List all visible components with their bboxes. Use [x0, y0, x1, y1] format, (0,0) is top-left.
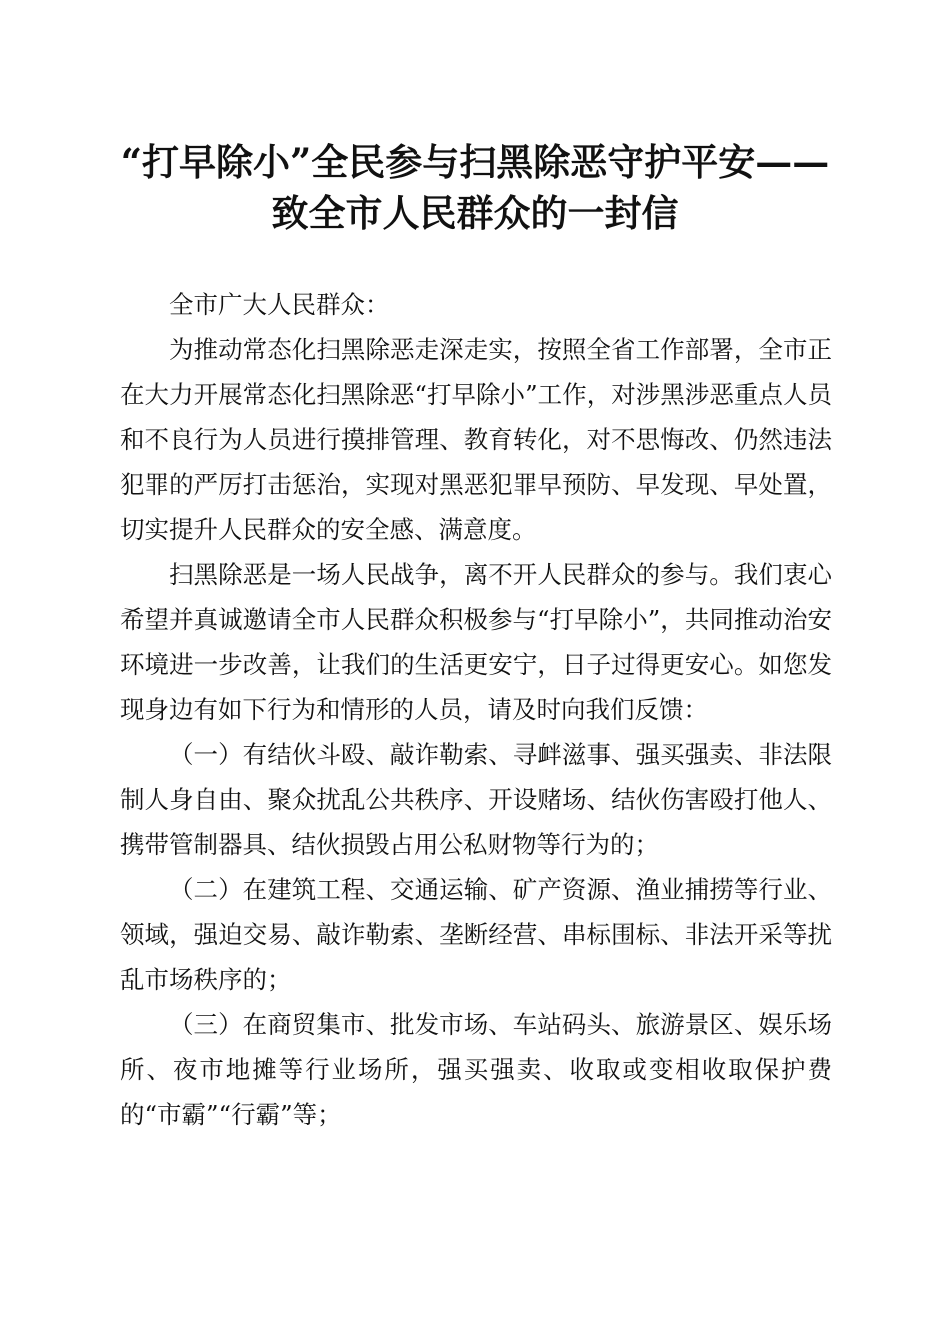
list-item-1: （一）有结伙斗殴、敲诈勒索、寻衅滋事、强买强卖、非法限制人身自由、聚众扰乱公共秩序、开设赌场、结伙伤害殴打他人、携带管制器具、结伙损毁占用公私财物等行为的； — [120, 740, 832, 859]
document-title-line-2: 致全市人民群众的一封信 — [271, 191, 679, 235]
paragraph-intro: 为推动常态化扫黑除恶走深走实，按照全省工作部署，全市正在大力开展常态化扫黑除恶“打早除小”工作，对涉黑涉恶重点人员和不良行为人员进行摸排管理、教育转化，对不思悔改、仍然违法犯罪的严厉打击惩治，实现对黑恶犯罪早预防、早发现、早处置，切实提升人民群众的安全感、满意度。 — [120, 335, 832, 544]
document-title-line-1: “打早除小”全民参与扫黑除恶守护平安—— — [120, 140, 830, 184]
paragraph-invitation: 扫黑除恶是一场人民战争，离不开人民群众的参与。我们衷心希望并真诚邀请全市人民群众积极参与“打早除小”，共同推动治安环境进一步改善，让我们的生活更安宁，日子过得更安心。如您发现身边有如下行为和情形的人员，请及时向我们反馈： — [120, 560, 832, 724]
salutation: 全市广大人民群众： — [169, 290, 390, 319]
letter-body — [120, 282, 832, 1137]
list-item-3: （三）在商贸集市、批发市场、车站码头、旅游景区、娱乐场所、夜市地摊等行业场所，强买强卖、收取或变相收取保护费的“市霸”“行霸”等； — [120, 1010, 832, 1129]
list-item-2: （二）在建筑工程、交通运输、矿产资源、渔业捕捞等行业、领域，强迫交易、敲诈勒索、垄断经营、串标围标、非法开采等扰乱市场秩序的； — [120, 875, 832, 994]
